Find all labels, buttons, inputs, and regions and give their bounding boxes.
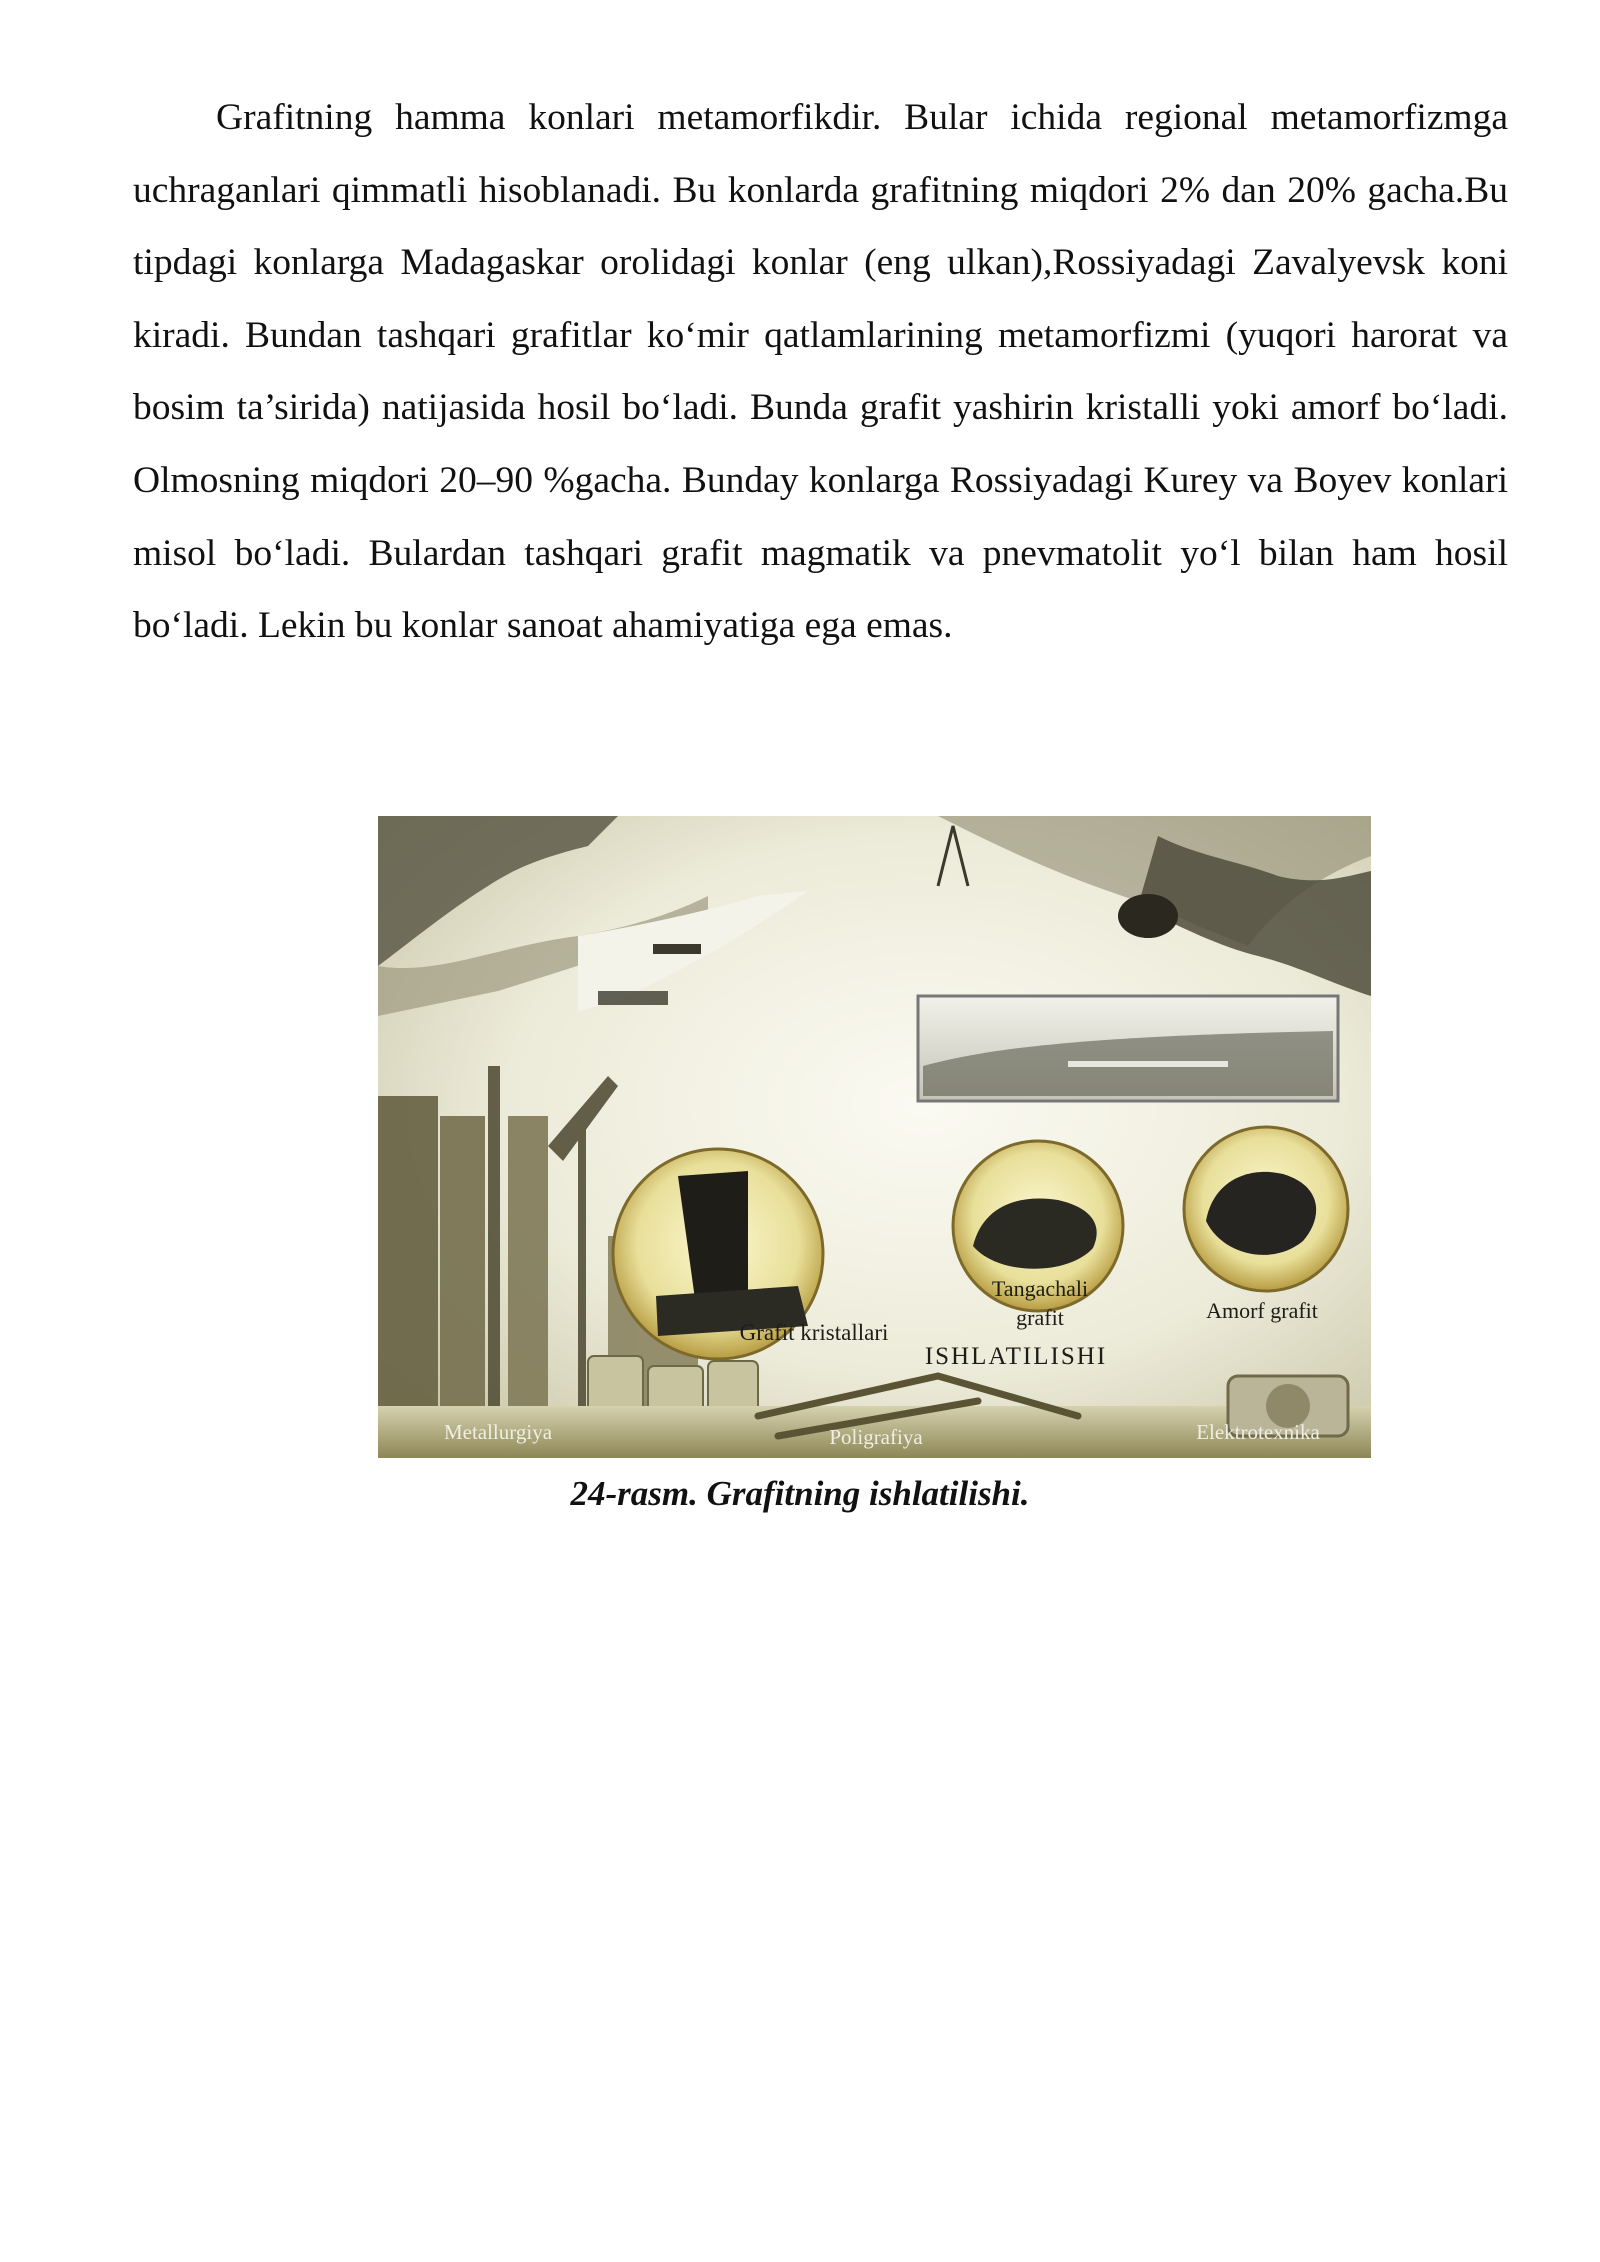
label-graphite-crystals: Grafit kristallari <box>739 1320 889 1345</box>
figure-graphite-usage <box>378 816 1371 1458</box>
label-electrical: Elektrotexnika <box>1196 1420 1320 1444</box>
tunnel-icon <box>1118 894 1178 938</box>
figure-illustration <box>378 816 1371 1458</box>
label-usage: ISHLATILISHI <box>924 1343 1108 1370</box>
label-amorphous-graphite: Amorf grafit <box>1206 1298 1318 1323</box>
label-printing: Poligrafiya <box>829 1425 923 1449</box>
label-metallurgy: Metallurgiya <box>443 1420 553 1444</box>
label-flaky-graphite-line2: grafit <box>1016 1305 1064 1330</box>
figure-caption: 24-rasm. Grafitning ishlatilishi. <box>570 1474 1030 1513</box>
barge-icon <box>653 944 701 954</box>
body-paragraph: Grafitning hamma konlari metamorfikdir. Bular ichida regional metamorfizmga uchraganlari qimmatli hisoblanadi. Bu konlarda grafitning miqdori 2% dan 20% gacha.Bu tipdagi konlarga Madagaskar orolidagi konlar (eng ulkan),Rossiyadagi Zavalyevsk koni kiradi. Bundan tashqari grafitlar ko‘mir qatlamlarining metamorfizmi (yuqori harorat va bosim ta’sirida) natijasida hosil bo‘ladi. Bunda grafit yashirin kristalli yoki amorf bo‘ladi. Olmosning miqdori 20–90 %gacha. Bunday konlarga Rossiyadagi Kurey va Boyev konlari misol bo‘ladi. Bulardan tashqari grafit magmatik va pnevmatolit yo‘l bilan ham hosil bo‘ladi. Lekin bu konlar sanoat ahamiyatiga ega emas. <box>133 97 1508 647</box>
disc-amorphous-graphite <box>1184 1127 1348 1291</box>
label-flaky-graphite-line1: Tangachali <box>991 1276 1089 1301</box>
